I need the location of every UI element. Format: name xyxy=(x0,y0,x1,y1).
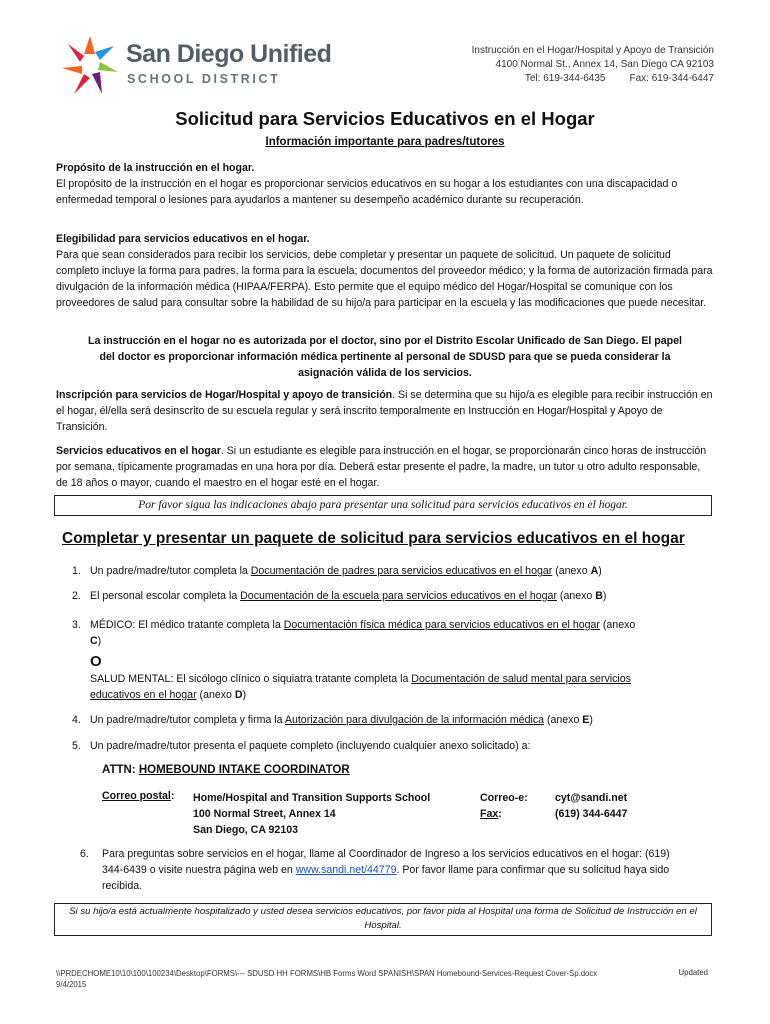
contact-fax: Fax: 619-344-6447 xyxy=(629,73,714,84)
fax-value: (619) 344-6447 xyxy=(555,808,628,820)
logo-petal-orange xyxy=(84,36,95,54)
email-value[interactable]: cyt@sandi.net xyxy=(555,792,628,804)
purpose-heading: Propósito de la instrucción en el hogar. xyxy=(56,162,255,174)
step-4: 4. Un padre/madre/tutor completa y firma la Autorización para divulgación de la información médica (anexo E) xyxy=(72,714,593,726)
hospital-note-box: Si su hijo/a está actualmente hospitalizado y usted desea servicios educativos, por favor pida al Hospital una forma de Solicitud de Instrucción en el Hospital. xyxy=(54,903,712,936)
contact-phones xyxy=(472,72,714,86)
contact-tel: Tel: 619-344-6435 xyxy=(524,73,606,84)
district-name: San Diego Unified xyxy=(126,40,332,68)
step-5: 5. Un padre/madre/tutor presenta el paquete completo (incluyendo cualquier anexo solicitado) a: xyxy=(72,740,531,752)
instructions-note-box: Por favor sigua las indicaciones abajo para presentar una solicitud para servicios educativos en el hogar. xyxy=(54,495,712,516)
services-section xyxy=(56,443,714,491)
step-6: 6. Para preguntas sobre servicios en el hogar, llame al Coordinador de Ingreso a los servicios educativos en el hogar: (619) 344-6439 o visite nuestra página web en www.sandi.net/44779. Por favor llame para confirmar que su solicitud haya sido recibida. xyxy=(80,848,670,892)
logo-petal-blue xyxy=(95,46,114,60)
district-logo-icon xyxy=(62,36,118,96)
page-subtitle: Información importante para padres/tutores xyxy=(265,136,505,148)
section-heading: Completar y presentar un paquete de solicitud para servicios educativos en el hogar xyxy=(62,530,685,547)
contact-address: 4100 Normal St., Annex 14, San Diego CA 92103 xyxy=(495,59,714,70)
contact-program: Instrucción en el Hogar/Hospital y Apoyo de Transición xyxy=(471,45,714,56)
fax-label: Fax: xyxy=(480,808,502,820)
attn-line: ATTN: HOMEBOUND INTAKE COORDINATOR xyxy=(102,764,350,776)
footer-path: \\PRDECHOME10\10\100\100234\Desktop\FORMS\--- SDUSD HH FORMS\HB Forms Word SPANISH\SPAN Homebound-Services-Request Cover-Sp.docx 9/4/2015 xyxy=(56,969,598,989)
services-text: . Si un estudiante es elegible para instrucción en el hogar, se proporcionarán cinco horas de instrucción por semana, típicamente programadas en una hora por día. Deberá estar presente el padre, la madre, un tutor u otro adulto responsable, de 18 años o mayor, cuando el maestro en el hogar esté en el hogar. xyxy=(56,445,707,489)
email-label: Correo-e: xyxy=(480,792,528,804)
logo-petal-red-2 xyxy=(68,44,84,62)
eligibility-heading: Elegibilidad para servicios educativos en el hogar. xyxy=(56,233,310,245)
step-2: 2. El personal escolar completa la Documentación de la escuela para servicios educativos en el hogar (anexo B) xyxy=(72,590,607,602)
contact-block xyxy=(472,44,714,86)
logo-petal-green xyxy=(98,62,118,72)
website-link[interactable]: www.sandi.net/44779 xyxy=(295,864,397,876)
purpose-section xyxy=(56,160,714,208)
step-1: 1. Un padre/madre/tutor completa la Documentación de padres para servicios educativos en el hogar (anexo A) xyxy=(72,565,602,577)
contact-labels xyxy=(480,790,528,822)
enrollment-section xyxy=(56,387,714,435)
annex-c-link[interactable]: Documentación física médica para servicios educativos en el hogar xyxy=(283,619,600,631)
step-3: 3. MÉDICO: El médico tratante completa la Documentación física médica para servicios educativos en el hogar (anexo xyxy=(72,619,636,631)
or-separator: O xyxy=(90,653,102,670)
annex-a-link[interactable]: Documentación de padres para servicios educativos en el hogar xyxy=(250,565,553,577)
purpose-text: El propósito de la instrucción en el hogar es proporcionar servicios educativos en su hogar a los estudiantes con una discapacidad o enfermedad temporal o lesiones para ayudarlos a mantener su desempeño académico durante su recuperación. xyxy=(56,178,678,206)
contact-values xyxy=(555,790,627,822)
enrollment-text: . Si se determina que su hijo/a es elegible para recibir instrucción en el hogar, él/ella será desinscrito de su escuela regular y será inscrito temporalmente en Instrucción en Hogar/Hospital y Apoyo de Transición. xyxy=(56,389,713,433)
annex-b-link[interactable]: Documentación de la escuela para servicios educativos en el hogar xyxy=(240,590,557,602)
enrollment-heading: Inscripción para servicios de Hogar/Hospital y apoyo de transición xyxy=(56,389,393,401)
footer-date: 9/4/2015 xyxy=(56,980,87,989)
step-3-mental-health: SALUD MENTAL: El sicólogo clínico o siquiatra tratante completa la Documentación de salud mental para servicios educativos en el hogar (anexo D) xyxy=(90,673,631,701)
mail-address: Home/Hospital and Transition Supports School 100 Normal Street, Annex 14 San Diego, CA 92103 xyxy=(193,792,431,836)
page-title: Solicitud para Servicios Educativos en el Hogar xyxy=(175,108,595,129)
logo-petal-orange-2 xyxy=(62,66,82,74)
step-3-annex: C) xyxy=(90,635,102,647)
services-heading: Servicios educativos en el hogar xyxy=(56,445,221,457)
annex-e-link[interactable]: Autorización para divulgación de la información médica xyxy=(284,714,545,726)
annex-d-link-cont[interactable]: educativos en el hogar xyxy=(90,689,197,701)
logo-petal-red xyxy=(74,74,90,94)
annex-d-link[interactable]: Documentación de salud mental para servicios xyxy=(411,673,631,685)
eligibility-section xyxy=(56,231,714,311)
footer-updated: Updated xyxy=(678,968,708,977)
eligibility-text: Para que sean considerados para recibir los servicios, debe completar y presentar un paquete de solicitud. Un paquete de solicitud completo incluye la forma para padres, la forma para la escuela; documentos del proveedor médico; y la forma de autorización firmada para divulgación de la información médica (HIPAA/FERPA). Esto permite que el equipo médico del Hogar/Hospital se comunique con los proveedores de salud para consultar sobre la habilidad de su hijo/a para participar en la escuela y las modificaciones que puede necesitar. xyxy=(56,249,713,309)
doctor-note: La instrucción en el hogar no es autorizada por el doctor, sino por el Distrito Escolar Unificado de San Diego. El papel del doctor es proporcionar información médica pertinente al personal de SDUSD para que se pueda considerar la asignación válida de los servicios. xyxy=(88,335,682,379)
mail-label: Correo postal: xyxy=(102,790,175,802)
district-subtitle: SCHOOL DISTRICT xyxy=(127,72,281,86)
logo-petal-purple xyxy=(92,72,102,94)
